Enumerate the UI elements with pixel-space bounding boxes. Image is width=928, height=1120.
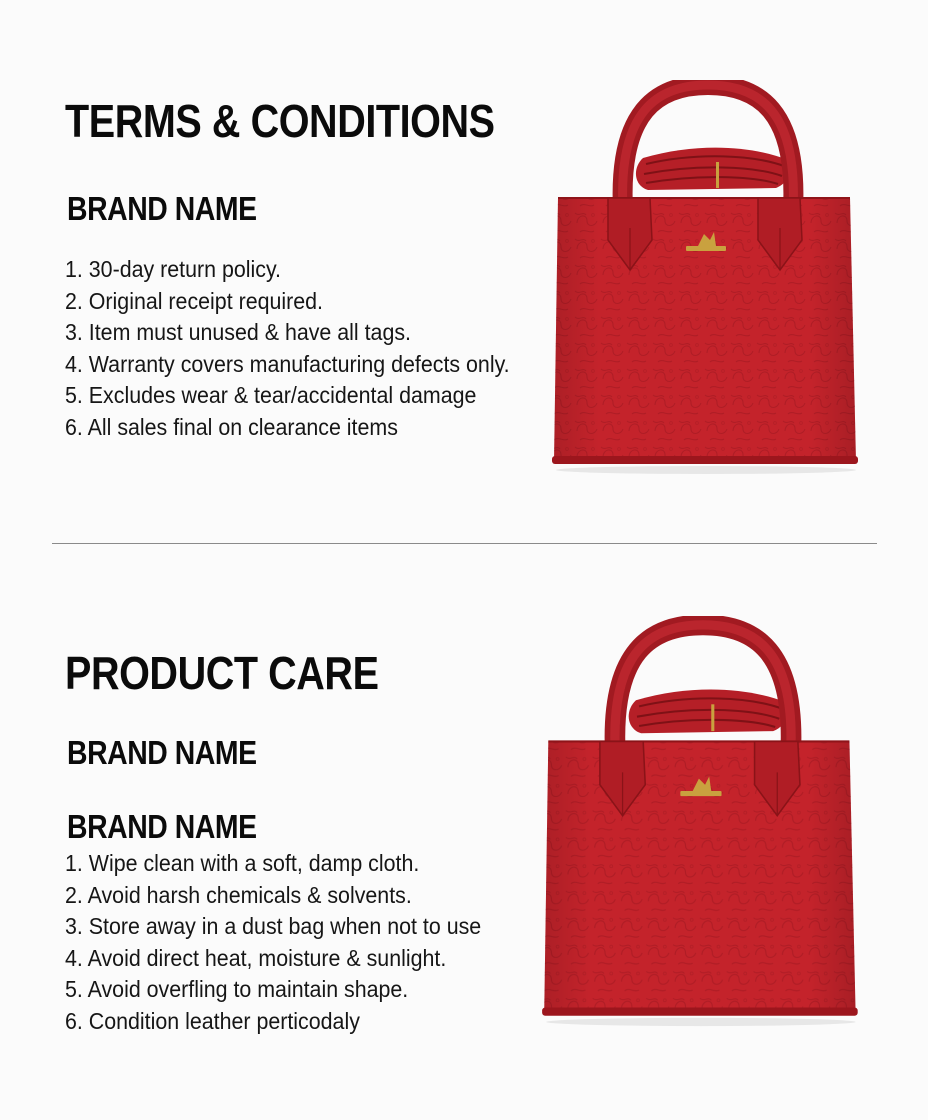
care-brand-name-second: BRAND NAME: [67, 808, 257, 845]
terms-list: [65, 254, 510, 444]
terms-item: 4. Warranty covers manufacturing defects only.: [65, 350, 510, 377]
terms-brand-name: BRAND NAME: [67, 190, 257, 227]
terms-item: 1. 30-day return policy.: [65, 256, 281, 282]
care-brand-name: BRAND NAME: [67, 734, 257, 771]
terms-title: TERMS & CONDITIONS: [65, 95, 495, 147]
section-divider: [52, 543, 877, 544]
terms-item: 6. All sales final on clearance items: [65, 413, 398, 440]
handbag-image-bottom: [538, 616, 868, 1036]
care-list: [65, 848, 481, 1038]
care-section: [0, 560, 928, 1120]
terms-section: [0, 0, 928, 540]
care-item: 1. Wipe clean with a soft, damp cloth.: [65, 850, 420, 876]
care-title: PRODUCT CARE: [65, 647, 379, 699]
handbag-image-top: [548, 80, 868, 480]
care-item: 6. Condition leather perticodaly: [65, 1007, 360, 1034]
terms-item: 3. Item must unused & have all tags.: [65, 319, 412, 346]
terms-item: 5. Excludes wear & tear/accidental damage: [65, 382, 477, 409]
care-item: 3. Store away in a dust bag when not to use: [65, 913, 482, 940]
terms-item: 2. Original receipt required.: [65, 287, 324, 314]
care-item: 4. Avoid direct heat, moisture & sunlight.: [65, 944, 447, 971]
care-item: 2. Avoid harsh chemicals & solvents.: [65, 881, 412, 908]
care-item: 5. Avoid overfling to maintain shape.: [65, 976, 409, 1003]
